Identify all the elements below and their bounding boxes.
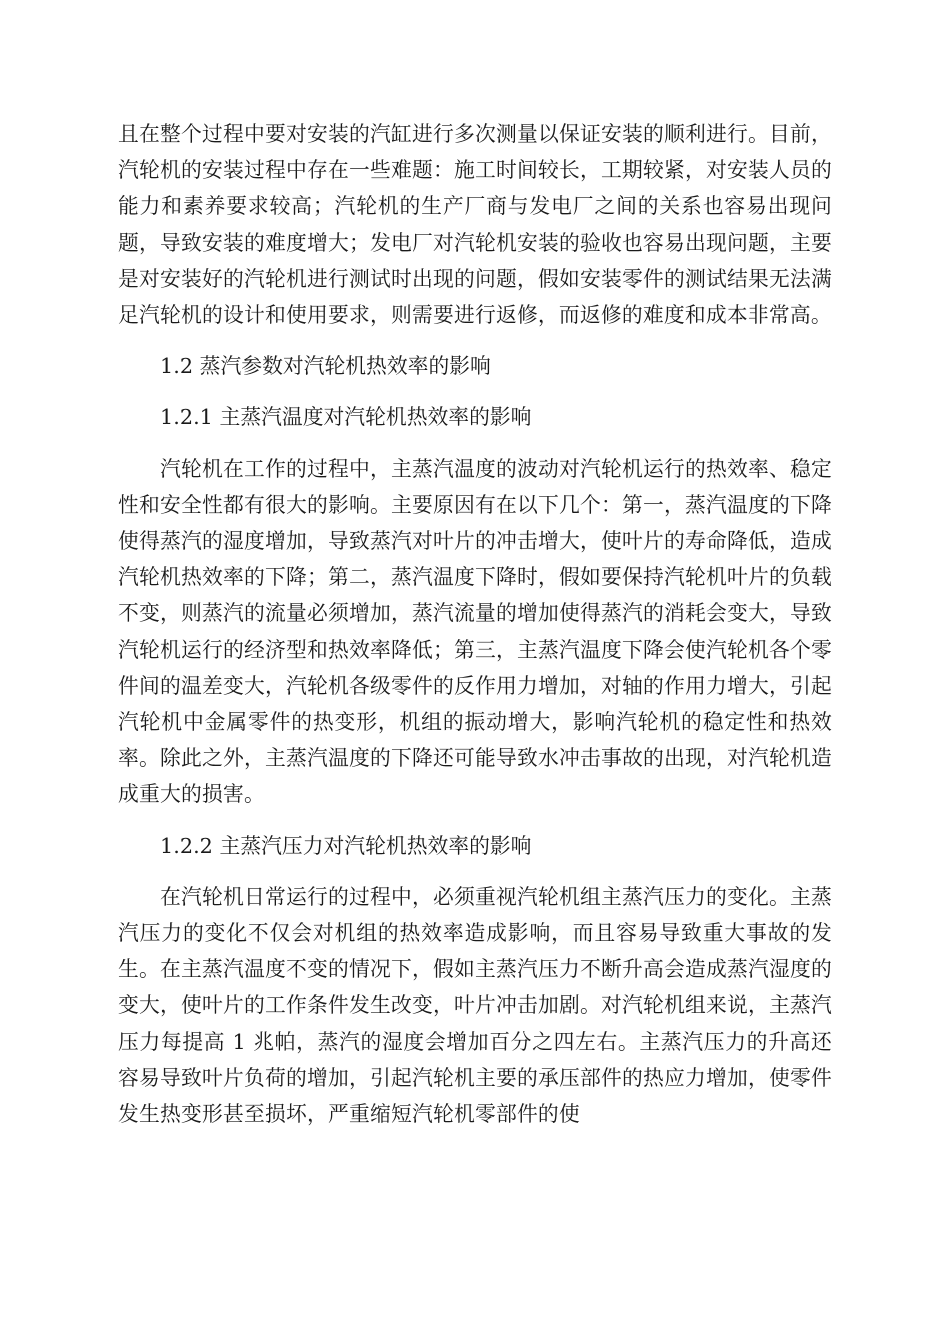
document-page	[118, 116, 832, 1132]
section-heading-1-2-1: 1.2.1 主蒸汽温度对汽轮机热效率的影响	[160, 405, 532, 430]
paragraph-steam-pressure: 在汽轮机日常运行的过程中，必须重视汽轮机组主蒸汽压力的变化。主蒸汽压力的变化不仅会对机组的热效率造成影响，而且容易导致重大事故的发生。在主蒸汽温度不变的情况下，假如主蒸汽压力不断升高会造成蒸汽湿度的变大，使叶片的工作条件发生改变，叶片冲击加剧。对汽轮机组来说，主蒸汽压力每提高 1 兆帕，蒸汽的湿度会增加百分之四左右。主蒸汽压力的升高还容易导致叶片负荷的增加，引起汽轮机主要的承压部件的热应力增加，使零件发生热变形甚至损坏，严重缩短汽轮机零部件的使	[118, 884, 832, 1127]
paragraph-steam-temperature: 汽轮机在工作的过程中，主蒸汽温度的波动对汽轮机运行的热效率、稳定性和安全性都有很大的影响。主要原因有在以下几个：第一，蒸汽温度的下降使得蒸汽的湿度增加，导致蒸汽对叶片的冲击增大，使叶片的寿命降低，造成汽轮机热效率的下降；第二，蒸汽温度下降时，假如要保持汽轮机叶片的负载不变，则蒸汽的流量必须增加，蒸汽流量的增加使得蒸汽的消耗会变大，导致汽轮机运行的经济型和热效率降低；第三，主蒸汽温度下降会使汽轮机各个零件间的温差变大，汽轮机各级零件的反作用力增加，对轴的作用力增大，引起汽轮机中金属零件的热变形，机组的振动增大，影响汽轮机的稳定性和热效率。除此之外，主蒸汽温度的下降还可能导致水冲击事故的出现，对汽轮机造成重大的损害。	[118, 456, 832, 807]
paragraph-installation: 且在整个过程中要对安装的汽缸进行多次测量以保证安装的顺利进行。目前，汽轮机的安装过程中存在一些难题：施工时间较长，工期较紧，对安装人员的能力和素养要求较高；汽轮机的生产厂商与发电厂之间的关系也容易出现问题，导致安装的难度增大；发电厂对汽轮机安装的验收也容易出现问题，主要是对安装好的汽轮机进行测试时出现的问题，假如安装零件的测试结果无法满足汽轮机的设计和使用要求，则需要进行返修，而返修的难度和成本非常高。	[118, 122, 832, 328]
section-heading-1-2-2: 1.2.2 主蒸汽压力对汽轮机热效率的影响	[160, 833, 532, 858]
section-heading-1-2: 1.2 蒸汽参数对汽轮机热效率的影响	[160, 354, 491, 379]
